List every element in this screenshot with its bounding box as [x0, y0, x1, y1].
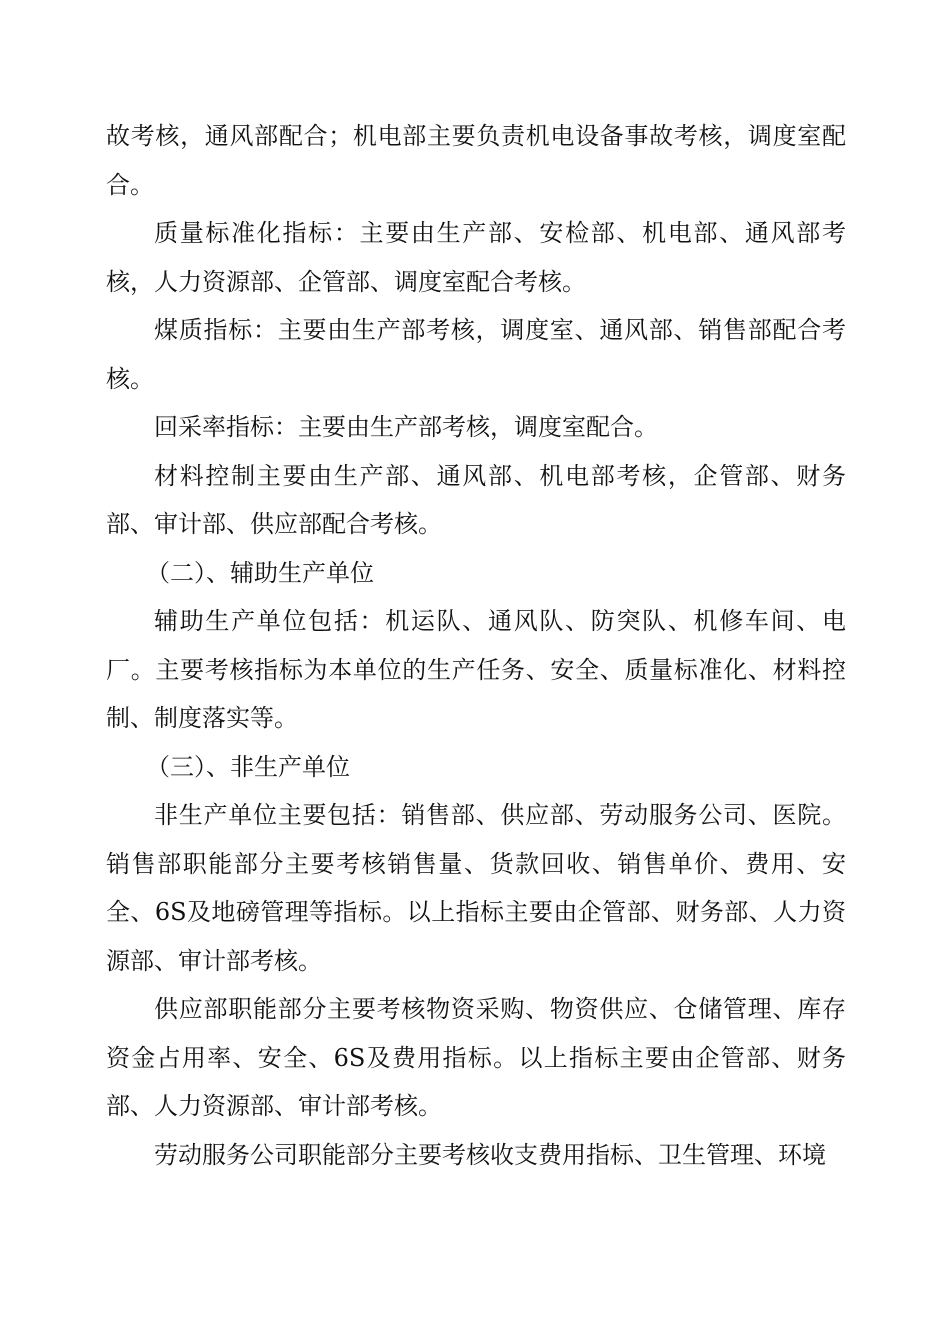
section-heading-auxiliary: （二）、辅助生产单位 — [146, 558, 374, 587]
paragraph-quality-standard: 质量标准化指标：主要由生产部、安检部、机电部、通风部考核，人力资源部、企管部、调度室配合考核。 — [106, 219, 846, 296]
paragraph-material-control: 材料控制主要由生产部、通风部、机电部考核，企管部、财务部、审计部、供应部配合考核。 — [106, 461, 846, 538]
paragraph-non-production-units: 非生产单位主要包括：销售部、供应部、劳动服务公司、医院。销售部职能部分主要考核销售量、货款回收、销售单价、费用、安全、6S及地磅管理等指标。以上指标主要由企管部、财务部、人力资源部、审计部考核。 — [106, 801, 846, 975]
paragraph-recovery-rate: 回采率指标：主要由生产部考核，调度室配合。 — [154, 413, 658, 441]
paragraph-labor-service: 劳动服务公司职能部分主要考核收支费用指标、卫生管理、环境 — [154, 1140, 826, 1169]
paragraph-auxiliary-units: 辅助生产单位包括：机运队、通风队、防突队、机修车间、电厂。主要考核指标为本单位的生产任务、安全、质量标准化、材料控制、制度落实等。 — [106, 607, 846, 732]
paragraph-coal-quality: 煤质指标：主要由生产部考核，调度室、通风部、销售部配合考核。 — [106, 316, 846, 393]
paragraph-supply-department: 供应部职能部分主要考核物资采购、物资供应、仓储管理、库存资金占用率、安全、6S及费用指标。以上指标主要由企管部、财务部、人力资源部、审计部考核。 — [106, 995, 846, 1120]
paragraph-continuation: 故考核，通风部配合；机电部主要负责机电设备事故考核，调度室配合。 — [106, 122, 846, 199]
section-heading-non-production: （三）、非生产单位 — [146, 752, 350, 781]
document-body — [106, 112, 846, 1179]
